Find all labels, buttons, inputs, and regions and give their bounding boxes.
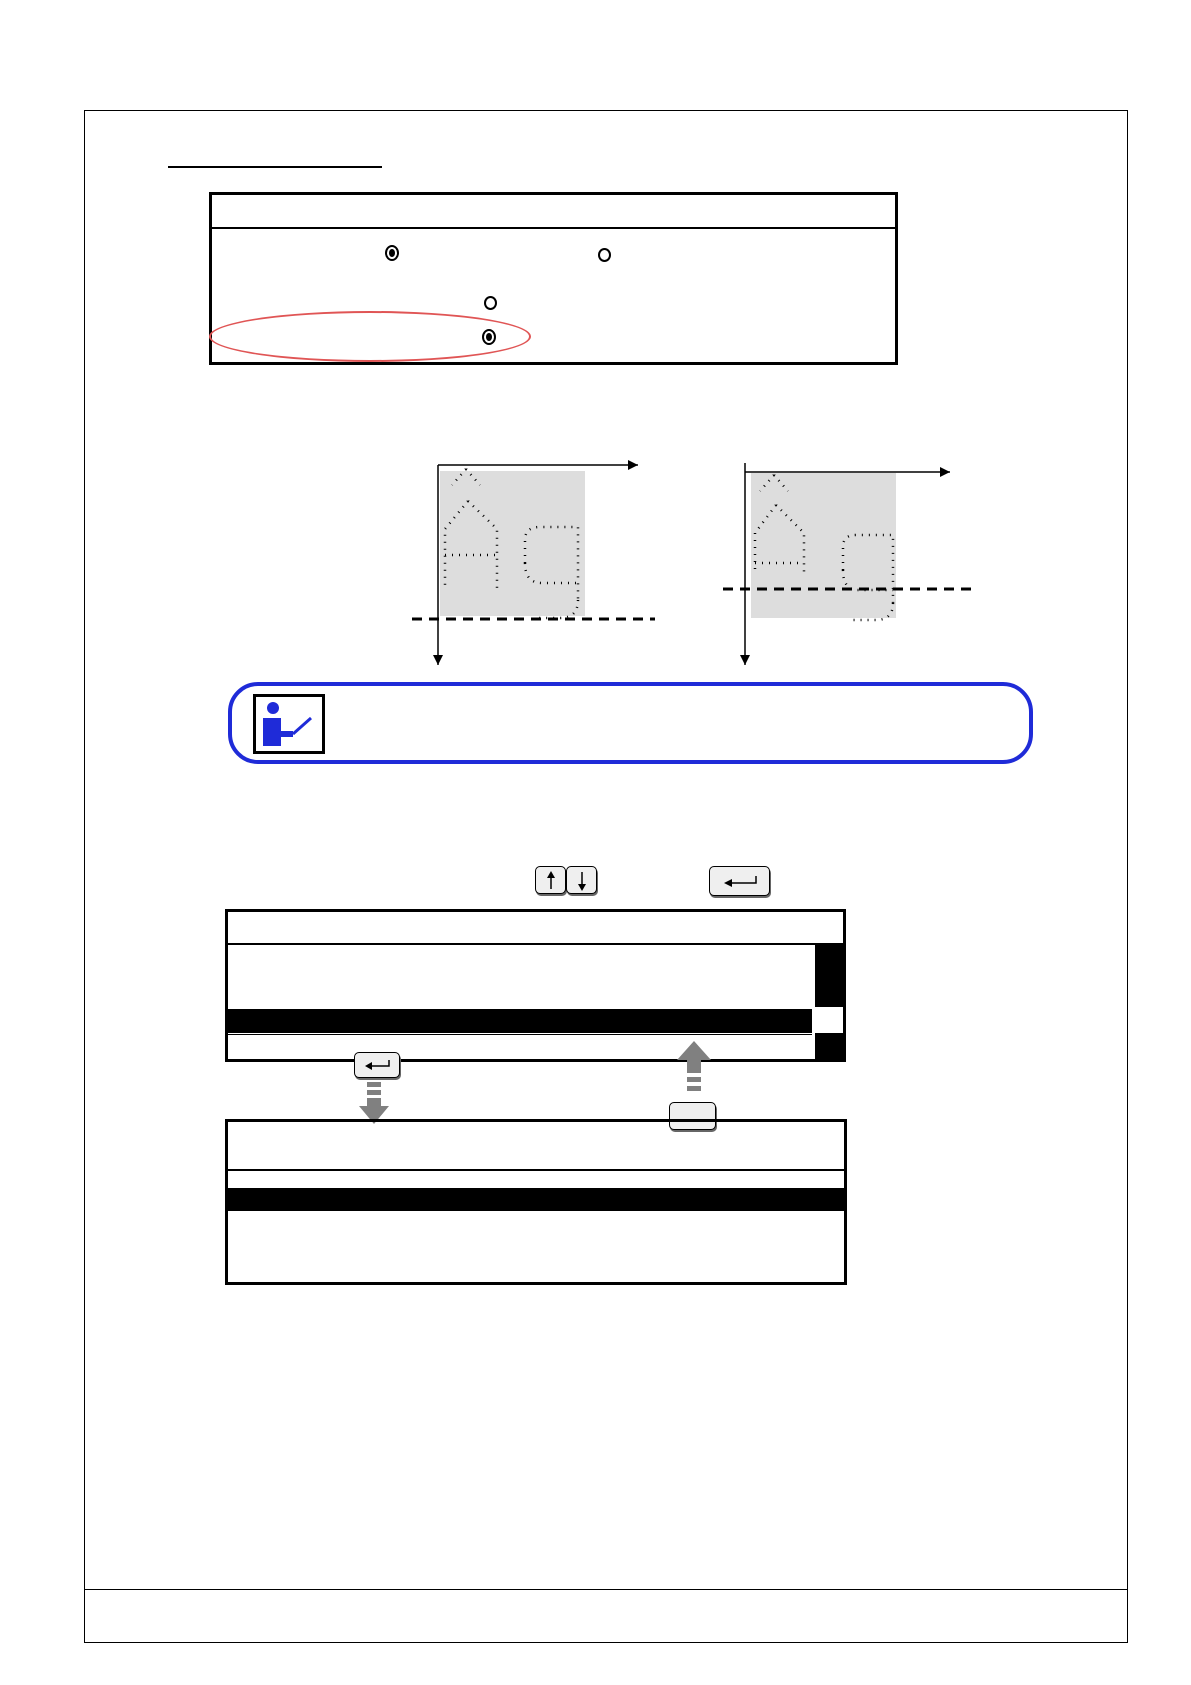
down-arrow-key[interactable] (566, 866, 597, 894)
enter-key-small[interactable] (354, 1052, 400, 1078)
enter-icon (355, 1053, 401, 1079)
submenu-title-divider (228, 1169, 844, 1171)
scrollbar-track-upper[interactable] (815, 945, 843, 1007)
footer-divider (84, 1589, 1128, 1590)
y-axis-arrowhead (433, 655, 443, 665)
x-axis-arrowhead (628, 460, 638, 470)
glyph-cell-area (440, 471, 585, 616)
enter-key[interactable] (709, 866, 770, 896)
note-box (228, 682, 1033, 764)
menu-title-divider (228, 943, 843, 945)
down-arrow-icon (567, 867, 598, 895)
highlight-ellipse (209, 311, 531, 362)
radio-row1-option1-selected[interactable] (385, 245, 399, 261)
radio-row1-option2[interactable] (598, 248, 611, 262)
baseline-diagram-bottom (400, 455, 665, 670)
teacher-pointing-icon (253, 694, 325, 754)
x-axis-arrowhead (940, 467, 950, 477)
scrollbar-track-lower[interactable] (815, 1033, 843, 1059)
radio-row2-option1[interactable] (484, 296, 497, 310)
up-transition-arrow (676, 1040, 712, 1098)
baseline-diagram-middle (708, 455, 978, 670)
section-heading-underline (168, 166, 382, 168)
settings-panel-title-divider (212, 227, 895, 229)
menu-row[interactable] (228, 1034, 812, 1060)
y-axis-arrowhead (740, 655, 750, 665)
submenu-selected-row[interactable] (228, 1188, 844, 1211)
up-arrow-key[interactable] (535, 866, 566, 894)
glyph-cell-area (751, 473, 896, 618)
up-arrow-icon (536, 867, 567, 895)
scrollbar-thumb[interactable] (815, 1008, 843, 1032)
menu-selected-row[interactable] (228, 1009, 812, 1033)
enter-icon (710, 867, 771, 897)
